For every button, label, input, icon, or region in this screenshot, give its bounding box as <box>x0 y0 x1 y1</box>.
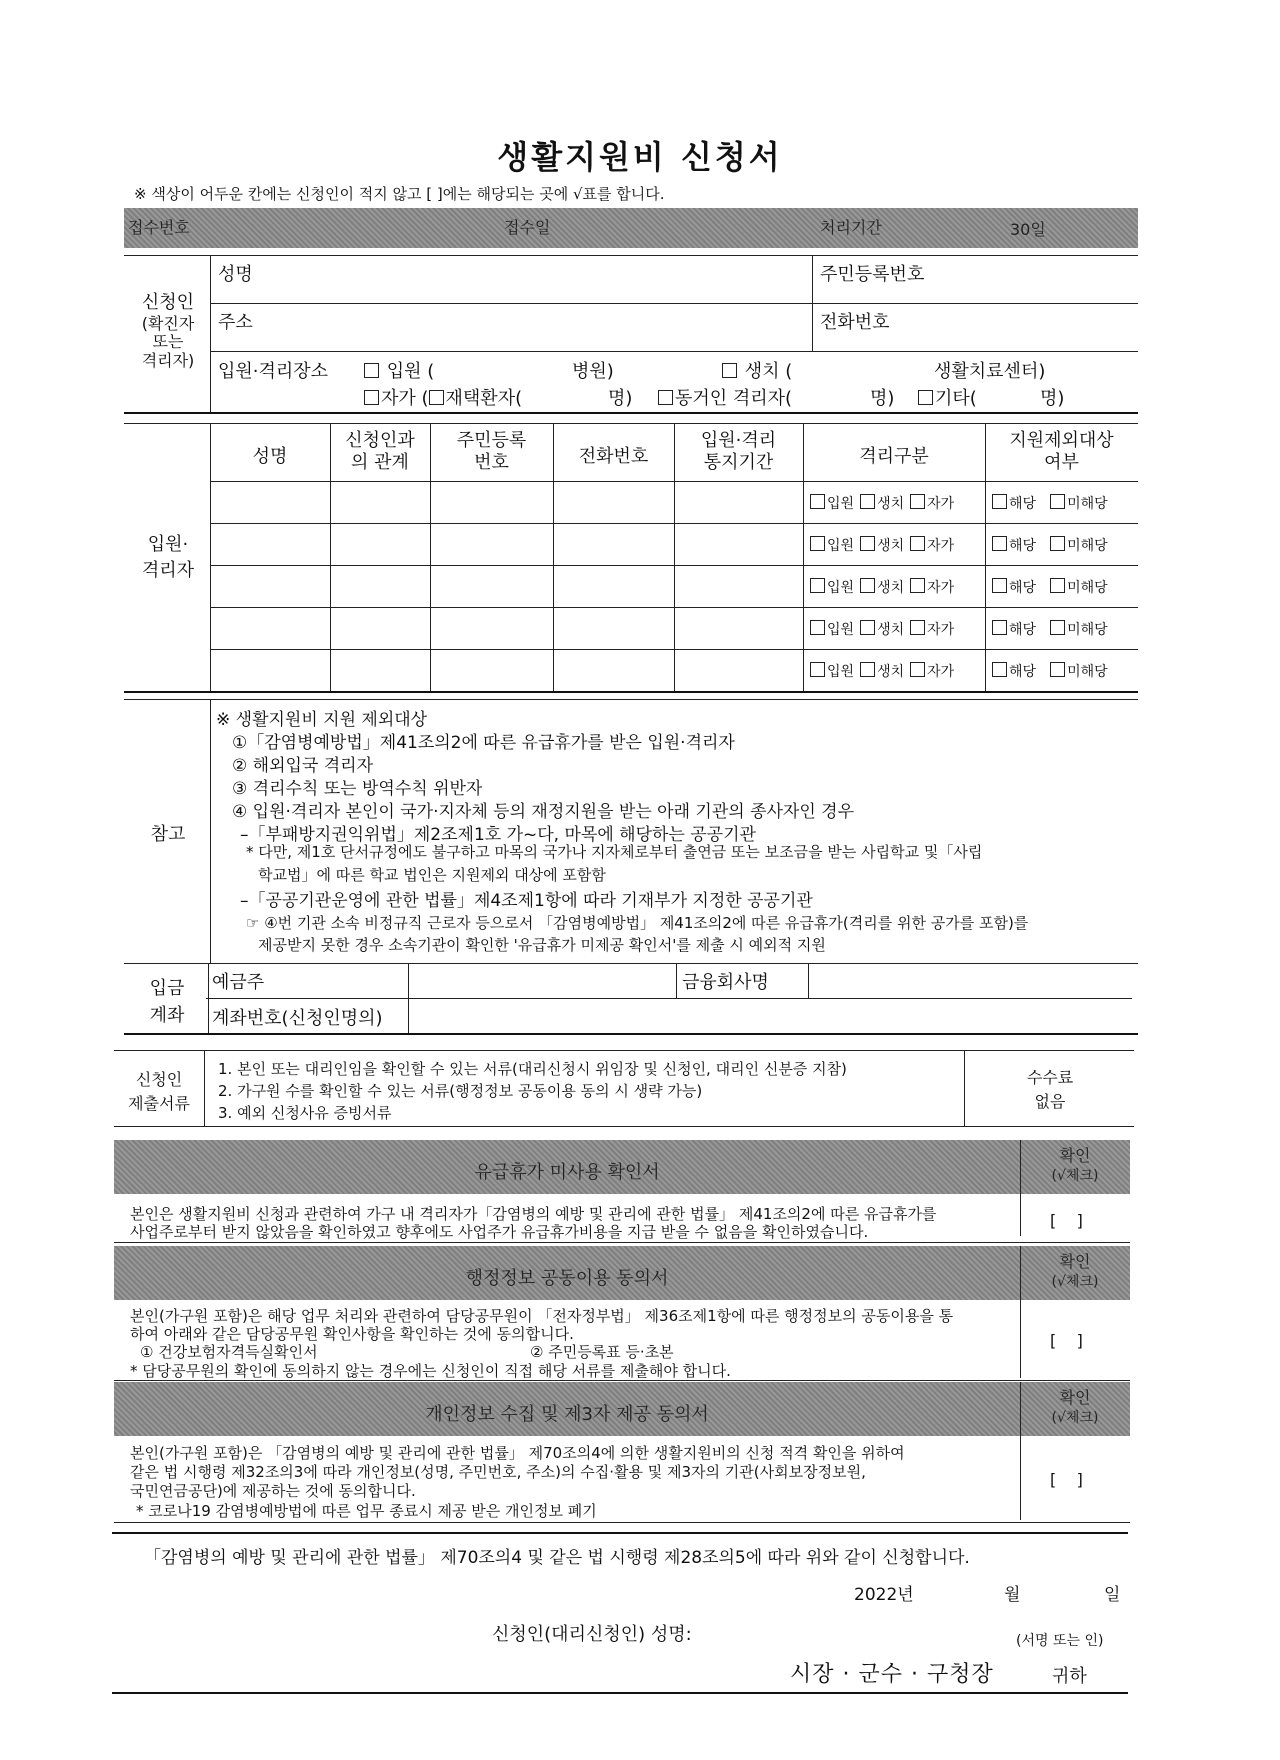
period-cell[interactable] <box>676 525 801 563</box>
relation-cell[interactable] <box>332 651 428 689</box>
consent-body-line: 본인(가구원 포함)은 해당 업무 처리와 관련하여 담당공무원이 「전자정부법」 제36조제1항에 따른 행정정보의 공동이용을 통 <box>130 1307 954 1325</box>
documents-label: 신청인 제출서류 <box>128 1070 190 1113</box>
home-checkbox[interactable] <box>364 390 379 405</box>
cohabitant-option: 동거인 격리자( <box>658 384 792 410</box>
center-option: 생치 ( <box>722 357 792 383</box>
excluded-label: 미해당 <box>1067 580 1108 596</box>
reference-item: 학교법」에 따른 학교 법인은 지원제외 대상에 포함함 <box>258 866 606 884</box>
excluded-label: 미해당 <box>1067 496 1108 512</box>
consent-body-line: ① 건강보험자격득실확인서 <box>140 1343 318 1361</box>
consent-body-line: 같은 법 시행령 제32조의3에 따라 개인정보(성명, 주민번호, 주소)의 수집·활용 및 제3자의 기관(사회보장정보원, <box>130 1463 866 1481</box>
document-item-2: 2. 가구원 수를 확인할 수 있는 서류(행정정보 공동이용 동의 시 생략 가능) <box>218 1082 703 1100</box>
document-item-3: 3. 예외 신청사유 증빙서류 <box>218 1104 392 1122</box>
isolation-place-row1: 입원 ( <box>364 357 434 383</box>
isolation-place-label: 입원·격리장소 <box>218 361 329 382</box>
isolation-type-label: 자가 <box>927 496 955 512</box>
isolation-type-checkbox[interactable] <box>810 620 825 635</box>
reference-item: ①「감염병예방법」제41조의2에 따른 유급휴가를 받은 입원·격리자 <box>232 733 735 753</box>
excluded-checkbox[interactable] <box>1050 662 1065 677</box>
isolation-type-checkbox[interactable] <box>910 662 925 677</box>
isolated-name-cell[interactable] <box>212 651 328 689</box>
consent-checkbox[interactable]: [ ] <box>1050 1211 1083 1230</box>
excluded-label: 해당 <box>1009 496 1037 512</box>
application-month: 월 <box>1004 1585 1021 1605</box>
isolation-type-checkbox[interactable] <box>810 578 825 593</box>
excluded-checkbox[interactable] <box>992 578 1007 593</box>
home-patient-unit: 명) <box>608 388 633 409</box>
reference-item: –「공공기관운영에 관한 법률」제4조제1항에 따라 기재부가 지정한 공공기관 <box>240 891 813 911</box>
phone-cell[interactable] <box>555 609 672 647</box>
excluded-checkbox[interactable] <box>992 536 1007 551</box>
excluded-label: 미해당 <box>1067 622 1108 638</box>
form-notice: ※ 색상이 어두운 칸에는 신청인이 적지 않고 [ ]에는 해당되는 곳에 √표를 합니다. <box>134 185 665 203</box>
isolation-type-label: 입원 <box>827 664 855 680</box>
excluded-checkbox[interactable] <box>1050 578 1065 593</box>
applicant-rrn-label: 주민등록번호 <box>820 264 925 285</box>
consent-body-line: 본인(가구원 포함)은 「감염병의 예방 및 관리에 관한 법률」 제70조의4에 의한 생활지원비의 신청 적격 확인을 위하여 <box>130 1444 905 1462</box>
relation-cell[interactable] <box>332 525 428 563</box>
excluded-label: 해당 <box>1009 580 1037 596</box>
excluded-label: 해당 <box>1009 622 1037 638</box>
account-number-input[interactable] <box>410 1000 1130 1031</box>
isolation-type-label: 생치 <box>877 538 905 554</box>
applicant-section-label: 신청인 (확진자 또는 격리자) <box>141 292 195 370</box>
isolation-type-options <box>810 535 960 555</box>
receipt-date-label: 접수일 <box>504 218 551 237</box>
excluded-label: 미해당 <box>1067 538 1108 554</box>
excluded-checkbox[interactable] <box>1050 620 1065 635</box>
isolated-name-cell[interactable] <box>212 567 328 605</box>
isolation-type-options <box>810 493 960 513</box>
signer-name-input[interactable] <box>720 1616 1000 1644</box>
reference-item: ☞ ④번 기관 소속 비정규직 근로자 등으로서 「감염병예방법」 제41조의2에 따른 유급휴가(격리를 위한 공가를 포함)를 <box>246 914 1029 932</box>
isolation-type-label: 입원 <box>827 580 855 596</box>
isolation-type-checkbox[interactable] <box>860 494 875 509</box>
center-suffix: 생활치료센터) <box>934 361 1046 382</box>
receipt-number-label: 접수번호 <box>128 218 190 237</box>
isolation-type-checkbox[interactable] <box>910 620 925 635</box>
fee-label: 수수료 없음 <box>1026 1068 1074 1111</box>
excluded-label: 해당 <box>1009 538 1037 554</box>
processing-period-value: 30일 <box>1010 220 1046 239</box>
consent-title: 개인정보 수집 및 제3자 제공 동의서 <box>425 1404 709 1425</box>
isolation-type-label: 입원 <box>827 538 855 554</box>
reference-item: ③ 격리수칙 또는 방역수칙 위반자 <box>232 779 483 799</box>
isolation-type-checkbox[interactable] <box>810 494 825 509</box>
col-excluded: 지원제외대상 여부 <box>1009 430 1114 473</box>
isolated-name-cell[interactable] <box>212 609 328 647</box>
cohabitant-unit: 명) <box>870 388 895 409</box>
treatment-center-checkbox[interactable] <box>722 363 737 378</box>
application-day: 일 <box>1104 1585 1121 1605</box>
isolation-type-checkbox[interactable] <box>860 578 875 593</box>
isolation-type-checkbox[interactable] <box>860 620 875 635</box>
page-title: 생활지원비 신청서 <box>497 138 783 176</box>
reference-item: * 다만, 제1호 단서규정에도 불구하고 마목의 국가나 지자체로부터 출연금 또는 보조금을 받는 사립학교 및「사립 <box>246 843 983 861</box>
phone-cell[interactable] <box>555 483 672 521</box>
phone-cell[interactable] <box>555 651 672 689</box>
consent-body-line: 하여 아래와 같은 담당공무원 확인사항을 확인하는 것에 동의합니다. <box>130 1325 574 1343</box>
isolation-type-label: 자가 <box>927 622 955 638</box>
consent-check-label: 확인 (√체크) <box>1051 1146 1099 1184</box>
consent-title: 유급휴가 미사용 확인서 <box>474 1162 660 1183</box>
excluded-options <box>992 661 1122 681</box>
bank-name-label: 금융회사명 <box>682 972 769 993</box>
applicant-address-label: 주소 <box>218 312 253 333</box>
isolation-type-checkbox[interactable] <box>860 536 875 551</box>
application-statement: 「감염병의 예방 및 관리에 관한 법률」 제70조의4 및 같은 법 시행령 제28조의5에 따라 위와 같이 신청합니다. <box>144 1548 970 1568</box>
isolation-type-checkbox[interactable] <box>810 662 825 677</box>
isolation-type-checkbox[interactable] <box>860 662 875 677</box>
rrn-cell[interactable] <box>432 567 551 605</box>
excluded-options <box>992 577 1122 597</box>
isolation-type-label: 자가 <box>927 538 955 554</box>
consent-body-line: * 담당공무원의 확인에 동의하지 않는 경우에는 신청인이 직접 해당 서류를 제출해야 합니다. <box>130 1362 731 1380</box>
account-holder-input[interactable] <box>410 965 674 996</box>
consent-check-label: 확인 (√체크) <box>1051 1252 1099 1290</box>
isolated-name-cell[interactable] <box>212 483 328 521</box>
isolation-type-label: 자가 <box>927 664 955 680</box>
other-option: 기타( <box>918 384 977 410</box>
isolation-type-label: 자가 <box>927 580 955 596</box>
rrn-cell[interactable] <box>432 483 551 521</box>
consent-body-line: * 코로나19 감염병예방법에 따른 업무 종료시 제공 받은 개인정보 폐기 <box>136 1502 597 1520</box>
isolation-type-label: 입원 <box>827 496 855 512</box>
phone-cell[interactable] <box>555 525 672 563</box>
reference-label: 참고 <box>150 824 186 845</box>
other-unit: 명) <box>1040 388 1065 409</box>
other-checkbox[interactable] <box>918 390 933 405</box>
excluded-checkbox[interactable] <box>992 662 1007 677</box>
excluded-checkbox[interactable] <box>1050 494 1065 509</box>
cohabitant-checkbox[interactable] <box>658 390 673 405</box>
excluded-label: 해당 <box>1009 664 1037 680</box>
period-cell[interactable] <box>676 609 801 647</box>
consent-checkbox[interactable]: [ ] <box>1050 1331 1083 1350</box>
isolation-type-options <box>810 661 960 681</box>
excluded-options <box>992 535 1122 555</box>
excluded-checkbox[interactable] <box>992 620 1007 635</box>
processing-period-label: 처리기간 <box>820 218 882 237</box>
home-patient-checkbox[interactable] <box>429 390 444 405</box>
reference-item: ④ 입원·격리자 본인이 국가·지자체 등의 재정지원을 받는 아래 기관의 종사자인 경우 <box>232 802 855 822</box>
account-holder-label: 예금주 <box>212 972 265 993</box>
consent-checkbox[interactable]: [ ] <box>1050 1470 1083 1489</box>
period-cell[interactable] <box>676 483 801 521</box>
relation-cell[interactable] <box>332 483 428 521</box>
isolation-type-checkbox[interactable] <box>910 578 925 593</box>
col-relation: 신청인과 의 관계 <box>345 430 415 473</box>
col-period: 입원·격리 통지기간 <box>700 430 777 473</box>
col-rrn: 주민등록 번호 <box>456 430 527 473</box>
hospital-checkbox[interactable] <box>364 363 379 378</box>
application-year: 2022년 <box>854 1585 914 1605</box>
consent-title: 행정정보 공동이용 동의서 <box>465 1268 669 1289</box>
col-type: 격리구분 <box>859 446 929 467</box>
col-name: 성명 <box>252 446 288 467</box>
recipient: 시장 · 군수 · 구청장 <box>790 1662 994 1687</box>
col-phone: 전화번호 <box>578 446 649 467</box>
phone-cell[interactable] <box>555 567 672 605</box>
rrn-cell[interactable] <box>432 609 551 647</box>
isolation-type-label: 생치 <box>877 664 905 680</box>
excluded-checkbox[interactable] <box>992 494 1007 509</box>
deposit-section-label: 입금 계좌 <box>149 978 185 1026</box>
relation-cell[interactable] <box>332 567 428 605</box>
period-cell[interactable] <box>676 567 801 605</box>
consent-check-label: 확인 (√체크) <box>1051 1388 1099 1426</box>
isolation-type-label: 생치 <box>877 496 905 512</box>
applicant-name-label: 성명 <box>218 264 253 285</box>
isolated-section-label: 입원· 격리자 <box>141 534 195 581</box>
isolation-type-options <box>810 577 960 597</box>
excluded-options <box>992 493 1122 513</box>
rrn-cell[interactable] <box>432 525 551 563</box>
isolated-name-cell[interactable] <box>212 525 328 563</box>
consent-body-line: 사업주로부터 받지 않았음을 확인하였고 향후에도 사업주가 유급휴가비용을 지급 받을 수 없음을 확인하였습니다. <box>130 1223 869 1241</box>
isolation-type-label: 입원 <box>827 622 855 638</box>
sign-note: (서명 또는 인) <box>1016 1633 1104 1649</box>
isolation-type-label: 생치 <box>877 580 905 596</box>
reference-item: 제공받지 못한 경우 소속기관이 확인한 '유급휴가 미제공 확인서'를 제출 시 예외적 지원 <box>258 936 826 954</box>
signer-label: 신청인(대리신청인) 성명: <box>492 1624 692 1645</box>
reference-heading: ※ 생활지원비 지원 제외대상 <box>216 710 428 730</box>
bank-name-input[interactable] <box>810 965 1130 996</box>
applicant-phone-label: 전화번호 <box>820 312 890 333</box>
period-cell[interactable] <box>676 651 801 689</box>
isolation-type-checkbox[interactable] <box>910 494 925 509</box>
reference-item: ② 해외입국 격리자 <box>232 756 374 776</box>
excluded-label: 미해당 <box>1067 664 1108 680</box>
rrn-cell[interactable] <box>432 651 551 689</box>
excluded-checkbox[interactable] <box>1050 536 1065 551</box>
consent-body-line: ② 주민등록표 등·초본 <box>530 1343 674 1361</box>
isolation-type-checkbox[interactable] <box>810 536 825 551</box>
consent-body-line: 국민연금공단)에 제공하는 것에 동의합니다. <box>130 1482 416 1500</box>
reference-item: –「부패방지권익위법」제2조제1호 가~다, 마목에 해당하는 공공기관 <box>240 825 756 845</box>
document-item-1: 1. 본인 또는 대리인임을 확인할 수 있는 서류(대리신청시 위임장 및 신청인, 대리인 신분증 지참) <box>218 1060 847 1078</box>
account-number-label: 계좌번호(신청인명의) <box>212 1008 383 1029</box>
consent-body-line: 본인은 생활지원비 신청과 관련하여 가구 내 격리자가「감염병의 예방 및 관리에 관한 법률」 제41조의2에 따른 유급휴가를 <box>130 1205 937 1223</box>
isolation-type-options <box>810 619 960 639</box>
relation-cell[interactable] <box>332 609 428 647</box>
receipt-bar <box>124 208 1138 248</box>
excluded-options <box>992 619 1122 639</box>
isolation-type-label: 생치 <box>877 622 905 638</box>
hospital-suffix: 병원) <box>572 361 614 382</box>
recipient-honorific: 귀하 <box>1052 1666 1087 1687</box>
isolation-place-row2: 자가 ( 재택환자( <box>364 384 522 410</box>
isolation-type-checkbox[interactable] <box>910 536 925 551</box>
